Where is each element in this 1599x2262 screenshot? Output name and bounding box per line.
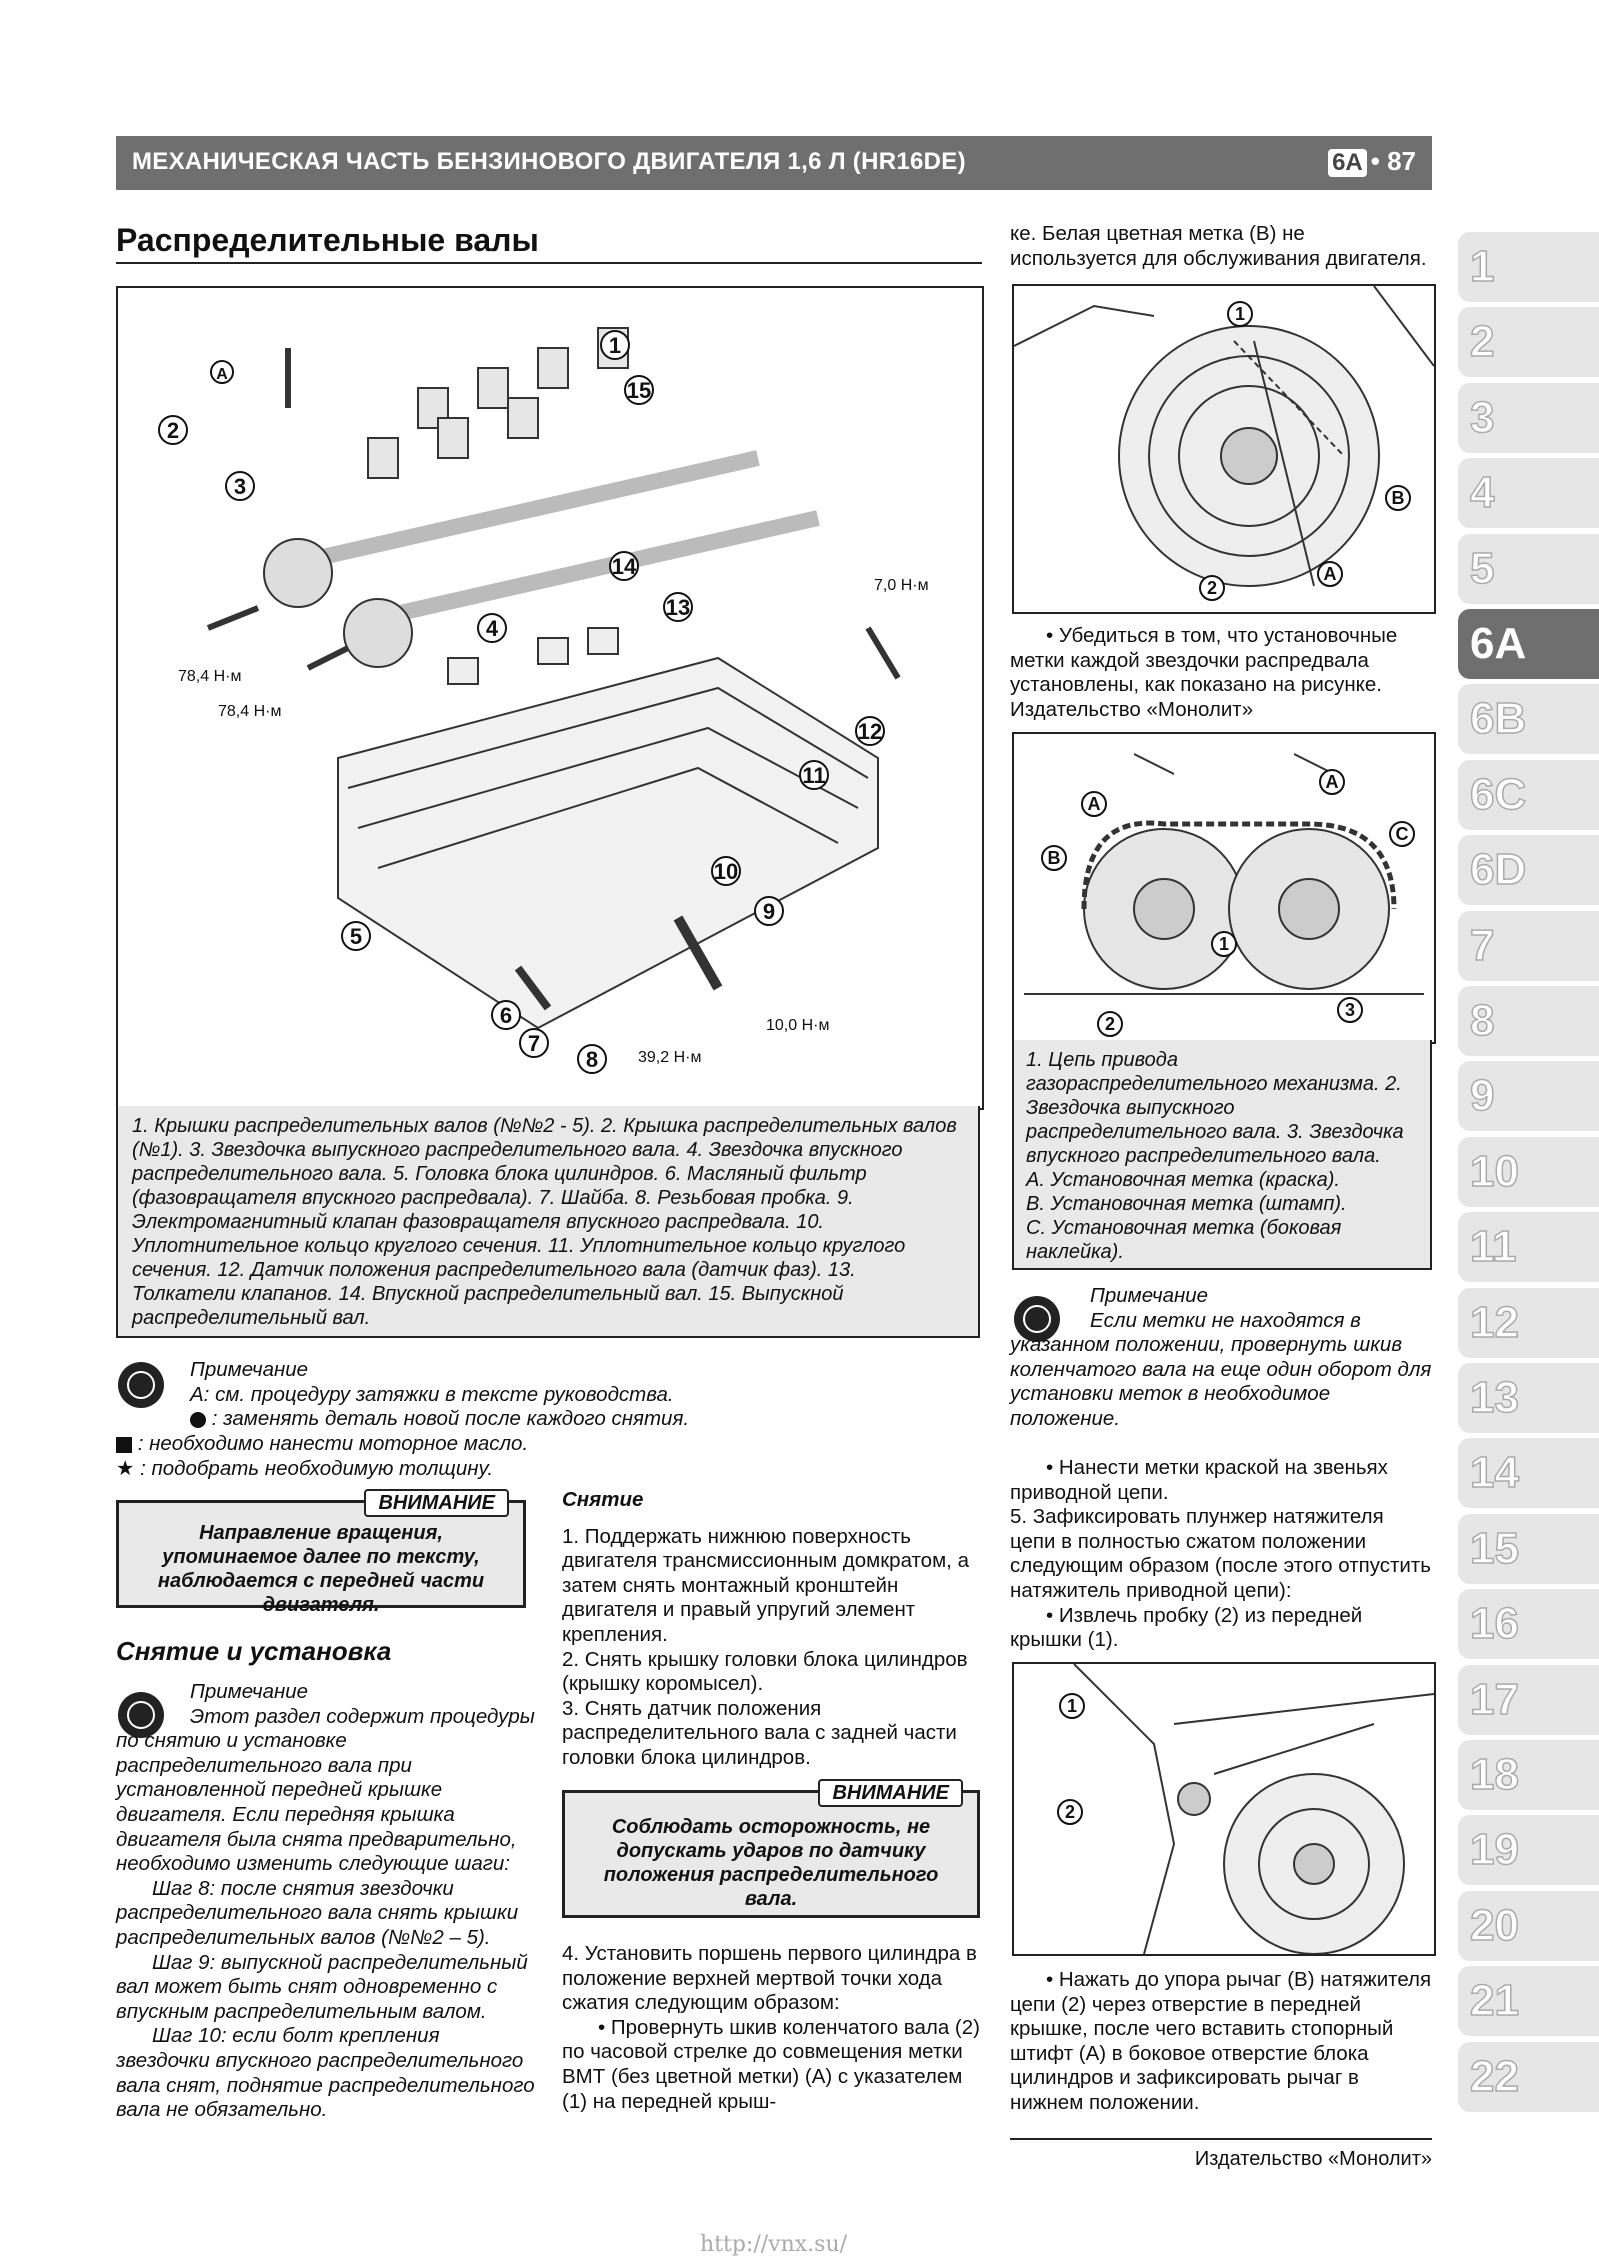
chapter-tab-label: 6C <box>1470 769 1527 819</box>
callout-5: 5 <box>349 924 363 949</box>
note1 <box>190 1358 750 1432</box>
header-page-info: 6A • 87 <box>1328 146 1416 177</box>
callout-3: 3 <box>233 474 247 499</box>
right-note-title: Примечание <box>1090 1284 1209 1307</box>
fig3-label-2: 2 <box>1104 1014 1116 1034</box>
front-cover-plug-drawing <box>1014 1664 1434 1954</box>
chapter-tab-10[interactable] <box>1458 1137 1599 1207</box>
fig2-label-b: B <box>1391 488 1405 508</box>
chapter-tab-12[interactable] <box>1458 1288 1599 1358</box>
fig3-label-a-right: A <box>1325 772 1339 792</box>
chapter-tab-label: 6D <box>1470 845 1527 895</box>
crankshaft-pulley-drawing <box>1014 286 1434 612</box>
chapter-tab-14[interactable] <box>1458 1438 1599 1508</box>
figure3-caption <box>1012 1040 1432 1270</box>
right-bullet3: • Извлечь пробку (2) из передней крышки (1). <box>1010 1603 1363 1652</box>
fig3-label-b: B <box>1047 848 1061 868</box>
removal-step2: 2. Снять крышку головки блока цилиндров (крышку коромысел). <box>562 1647 968 1696</box>
callout-15: 15 <box>626 378 652 403</box>
note1-line1: A: см. процедуру затяжки в тексте руководства. <box>190 1382 674 1406</box>
note1-line4: : подобрать необходимую толщину. <box>140 1456 494 1480</box>
chapter-tab-label: 20 <box>1470 1900 1519 1950</box>
callout-10: 10 <box>713 859 739 884</box>
chapter-tab-label: 5 <box>1470 543 1495 593</box>
note2-text: Этот раздел содержит процедуры по снятию и установке распределительного вала при установленной передней крышке двигателя. Если передняя крышка двигателя была снята предварительно, необходимо изменить следующие шаги: <box>116 1704 535 1876</box>
right-bullet4: • Нажать до упора рычаг (B) натяжителя цепи (2) через отверстие в передней крышке, после чего вставить стопорный штифт (A) в боковое отверстие блока цилиндров и зафиксировать рычаг в нижнем положении. <box>1010 1968 1432 2114</box>
chapter-tab-label: 6B <box>1470 694 1527 744</box>
warning-box-rotation <box>116 1492 526 1616</box>
chapter-tab-label: 19 <box>1470 1825 1519 1875</box>
removal-step4-block <box>562 1942 982 2114</box>
chapter-tab-6a[interactable] <box>1458 609 1599 679</box>
chapter-tab-6b[interactable] <box>1458 684 1599 754</box>
fig4-label-1: 1 <box>1066 1696 1078 1716</box>
chapter-tab-label: 22 <box>1470 2051 1519 2101</box>
note2 <box>116 1680 536 2123</box>
fig2-label-1: 1 <box>1234 304 1246 324</box>
chapter-tab-label: 14 <box>1470 1448 1519 1498</box>
chapter-tab-15[interactable] <box>1458 1514 1599 1584</box>
oil-can-icon <box>116 1437 132 1453</box>
footer-publisher: Издательство «Монолит» <box>1194 2148 1432 2170</box>
chapter-tab-20[interactable] <box>1458 1891 1599 1961</box>
exhaust-sprocket-shape <box>264 539 332 607</box>
chapter-tab-label: 13 <box>1470 1373 1519 1422</box>
chapter-tab-18[interactable] <box>1458 1740 1599 1810</box>
camshaft-exploded-figure <box>116 286 984 1110</box>
chapter-tab-label: 4 <box>1470 468 1495 518</box>
right-steps <box>1010 1456 1432 1653</box>
callout-13: 13 <box>665 595 691 620</box>
chapter-tab-19[interactable] <box>1458 1815 1599 1885</box>
chapter-tab-label: 11 <box>1470 1222 1517 1272</box>
sprocket-marks-figure <box>1012 732 1436 1044</box>
chapter-tab-4[interactable] <box>1458 458 1599 528</box>
torque-plug: 39,2 Н·м <box>638 1049 702 1066</box>
right-note <box>1010 1284 1432 1432</box>
callout-a: A <box>216 366 228 383</box>
chapter-tab-label: 1 <box>1470 242 1495 291</box>
figure1-caption: 1. Крышки распределительных валов (№№2 - 5). 2. Крышка распределительных валов (№1). 3. Звездочка выпускного распределительного вала. 4. Звездочка впускного распределительного вала. 5. Головка блока цилиндров. 6. Масляный фильтр (фазовращателя впускного распредвала). 7. Шайба. 8. Резьбовая пробка. 9. Электромагнитный клапан фазовращателя впускного распредвала. 10. Уплотнительное кольцо круглого сечения. 11. Уплотнительное кольцо круглого сечения. 12. Датчик положения распределительного вала (датчик фаз). 13. Толкатели клапанов. 14. Впускной распределительный вал. 15. Выпускной распределительный вал. <box>116 1106 980 1338</box>
removal-section <box>562 1488 982 1771</box>
callout-8: 8 <box>585 1047 599 1072</box>
header-page-number: 87 <box>1387 146 1416 176</box>
torque-sensor: 7,0 Н·м <box>874 577 929 594</box>
footer-rule <box>1010 2138 1432 2140</box>
chapter-tab-13[interactable] <box>1458 1363 1599 1433</box>
right-step5: 5. Зафиксировать плунжер натяжителя цепи в полностью сжатом положении следующим образом (после этого отпустить натяжитель приводной цепи): <box>1010 1505 1431 1602</box>
chapter-tab-7[interactable] <box>1458 911 1599 981</box>
torque-intake-sprocket: 78,4 Н·м <box>218 703 282 720</box>
chapter-tab-11[interactable] <box>1458 1212 1599 1282</box>
chapter-tab-3[interactable] <box>1458 383 1599 453</box>
fig3-caption-b: B. Установочная метка (штамп). <box>1026 1193 1347 1215</box>
chapter-tab-5[interactable] <box>1458 534 1599 604</box>
chapter-tab-2[interactable] <box>1458 307 1599 377</box>
title-rule <box>116 262 982 264</box>
intake-sprocket-shape <box>344 599 412 667</box>
chapter-tab-label: 21 <box>1470 1976 1519 2026</box>
torque-exhaust-sprocket: 78,4 Н·м <box>178 668 242 685</box>
crankshaft-pulley-figure <box>1012 284 1436 614</box>
chapter-tab-label: 9 <box>1470 1071 1495 1121</box>
note1-line2: : заменять деталь новой после каждого снятия. <box>211 1407 690 1431</box>
callout-6: 6 <box>499 1003 513 1028</box>
chapter-tab-label: 10 <box>1470 1146 1519 1196</box>
chapter-tab-21[interactable] <box>1458 1966 1599 2036</box>
chapter-tab-label: 18 <box>1470 1750 1519 1799</box>
chapter-tab-9[interactable] <box>1458 1061 1599 1131</box>
header-section-chip: 6A <box>1328 149 1367 177</box>
removal-step3: 3. Снять датчик положения распределительного вала с задней части головки блока цилиндров. <box>562 1696 957 1769</box>
callout-9: 9 <box>762 899 776 924</box>
warning2-label: ВНИМАНИЕ <box>818 1779 963 1807</box>
sprocket-marks-drawing <box>1014 734 1434 1042</box>
torque-solenoid: 10,0 Н·м <box>766 1017 830 1034</box>
chapter-tab-label: 8 <box>1470 996 1495 1045</box>
note1-legend <box>116 1432 796 1481</box>
note2-step10: Шаг 10: если болт крепления звездочки впускного распределительного вала снят, поднятие распределительного вала не обязательно. <box>116 2024 535 2122</box>
section-title: Распределительные валы <box>116 222 539 258</box>
removal-title: Снятие <box>562 1488 644 1511</box>
right-bullet2: • Нанести метки краской на звеньях приводной цепи. <box>1010 1456 1388 1504</box>
fig3-label-3: 3 <box>1344 1000 1356 1020</box>
removal-step4: 4. Установить поршень первого цилиндра в положение верхней мертвой точки хода сжатия следующим образом: <box>562 1942 977 2015</box>
page-header <box>116 136 1432 190</box>
callout-14: 14 <box>611 554 637 579</box>
star-icon: ★ <box>116 1456 135 1480</box>
chapter-tab-6c[interactable] <box>1458 760 1599 830</box>
chapter-tab-8[interactable] <box>1458 986 1599 1056</box>
right-note-text: Если метки не находятся в указанном положении, провернуть шкив коленчатого вала на еще один оборот для установки меток в необходимое положение. <box>1010 1308 1432 1430</box>
right-bullet1: • Убедиться в том, что установочные метки каждой звездочки распредвала установлены, как показано на рисунке. Издательство «Монолит» <box>1010 624 1398 721</box>
fig3-label-a-left: A <box>1087 794 1101 814</box>
chapter-tab-label: 6A <box>1470 619 1527 668</box>
callout-11: 11 <box>802 763 826 788</box>
header-title: МЕХАНИЧЕСКАЯ ЧАСТЬ БЕНЗИНОВОГО ДВИГАТЕЛЯ 1,6 Л (HR16DE) <box>132 148 966 175</box>
note2-title: Примечание <box>190 1680 309 1703</box>
chapter-tab-17[interactable] <box>1458 1665 1599 1735</box>
warning2-text: Соблюдать осторожность, не допускать ударов по датчику положения распределительного вала. <box>603 1816 939 1910</box>
warning-box-sensor <box>562 1782 980 1918</box>
callout-1: 1 <box>608 333 622 358</box>
chapter-tab-label: 3 <box>1470 392 1495 442</box>
chapter-tab-label: 15 <box>1470 1523 1519 1573</box>
callout-2: 2 <box>166 418 180 443</box>
replace-part-icon <box>190 1412 206 1428</box>
fig2-label-a: A <box>1323 564 1337 584</box>
chapter-tab-22[interactable] <box>1458 2042 1599 2112</box>
camshaft-exploded-drawing <box>118 288 982 1108</box>
fig3-caption-items: 1. Цепь привода газораспределительного механизма. 2. Звездочка выпускного распределительного вала. 3. Звездочка впускного распределительного вала. <box>1026 1049 1404 1167</box>
warning1-text: Направление вращения, упоминаемое далее по тексту, наблюдается с передней части двигателя. <box>157 1522 485 1616</box>
chapter-tab-label: 2 <box>1470 317 1495 367</box>
removal-step4-bullet: • Провернуть шкив коленчатого вала (2) по часовой стрелке до совмещения метки ВМТ (без цветной метки) (A) с указателем (1) на передней крыш- <box>562 2015 980 2113</box>
chapter-tab-label: 17 <box>1470 1674 1519 1724</box>
chapter-tab-1[interactable] <box>1458 232 1599 302</box>
fig3-caption-a: A. Установочная метка (краска). <box>1026 1169 1340 1191</box>
subsection-title: Снятие и установка <box>116 1636 392 1666</box>
chapter-tab-label: 12 <box>1470 1297 1519 1347</box>
callout-4: 4 <box>485 616 499 641</box>
removal-step1: 1. Поддержать нижнюю поверхность двигателя трансмиссионным домкратом, а затем снять монтажный кронштейн двигателя и правый упругий элемент крепления. <box>562 1524 969 1646</box>
watermark-url: http://vnx.su/ <box>700 2232 848 2257</box>
chapter-tab-label: 7 <box>1470 920 1495 970</box>
cylinder-head-shape <box>338 658 878 1028</box>
fig2-label-2: 2 <box>1206 578 1218 598</box>
note1-title: Примечание <box>190 1358 309 1381</box>
callout-12: 12 <box>857 719 883 744</box>
right-top-text: ке. Белая цветная метка (B) не используется для обслуживания двигателя. <box>1010 222 1427 270</box>
note2-step9: Шаг 9: выпускной распределительный вал может быть снят одновременно с впускным распределительным валом. <box>116 1950 528 2023</box>
chapter-tab-6d[interactable] <box>1458 835 1599 905</box>
chapter-tab-label: 16 <box>1470 1599 1519 1649</box>
warning1-label: ВНИМАНИЕ <box>364 1489 509 1517</box>
callout-7: 7 <box>527 1031 541 1056</box>
fig4-label-2: 2 <box>1064 1802 1076 1822</box>
chapter-tab-16[interactable] <box>1458 1589 1599 1659</box>
fig3-label-1: 1 <box>1218 934 1230 954</box>
note-lightbulb-icon <box>118 1362 164 1408</box>
fig3-label-c: C <box>1395 824 1409 844</box>
fig3-caption-c: C. Установочная метка (боковая наклейка). <box>1026 1217 1342 1263</box>
note1-line3: : необходимо нанести моторное масло. <box>137 1432 529 1455</box>
front-cover-plug-figure <box>1012 1662 1436 1956</box>
note2-step8: Шаг 8: после снятия звездочки распределительного вала снять крышки распределительных валов (№№2 – 5). <box>116 1876 519 1949</box>
